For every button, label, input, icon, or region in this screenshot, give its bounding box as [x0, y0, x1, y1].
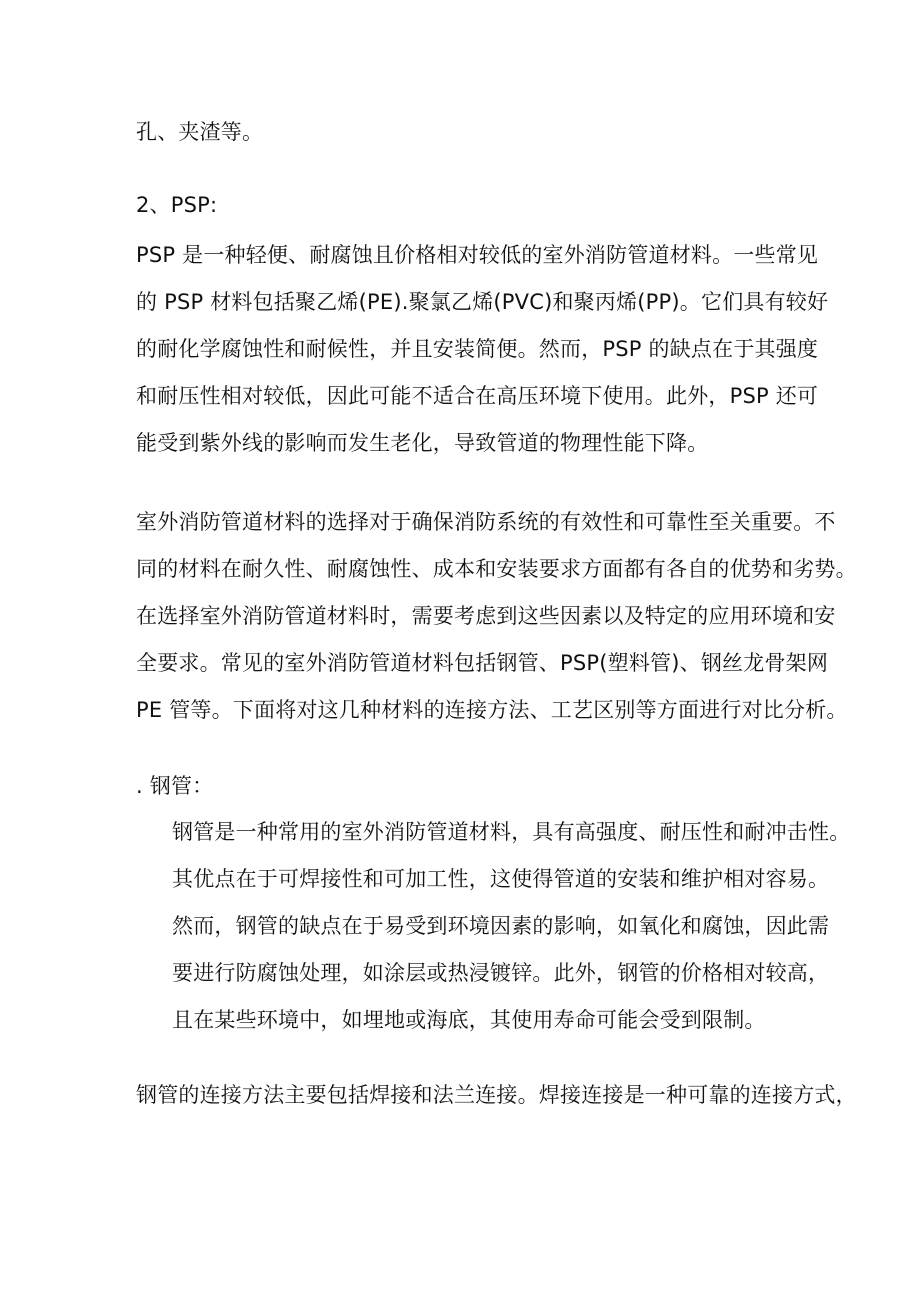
- steel-paragraph-line: 然而，钢管的缺点在于易受到环境因素的影响，如氧化和腐蚀，因此需: [172, 914, 830, 938]
- steel-heading: . 钢管：: [136, 774, 214, 798]
- connection-method-line: 钢管的连接方法主要包括焊接和法兰连接。焊接连接是一种可靠的连接方式，: [136, 1083, 857, 1107]
- intro-paragraph-line: 在选择室外消防管道材料时，需要考虑到这些因素以及特定的应用环境和安: [136, 604, 836, 628]
- steel-paragraph-line: 钢管是一种常用的室外消防管道材料，具有高强度、耐压性和耐冲击性。: [172, 820, 851, 844]
- intro-paragraph-line: 同的材料在耐久性、耐腐蚀性、成本和安装要求方面都有各自的优势和劣势。: [136, 557, 857, 581]
- psp-paragraph-line: PSP 是一种轻便、耐腐蚀且价格相对较低的室外消防管道材料。一些常见: [136, 243, 819, 267]
- intro-paragraph-line: PE 管等。下面将对这几种材料的连接方法、工艺区别等方面进行对比分析。: [136, 698, 848, 722]
- psp-paragraph-line: 的耐化学腐蚀性和耐候性，并且安装简便。然而，PSP 的缺点在于其强度: [136, 337, 819, 361]
- steel-paragraph-line: 要进行防腐蚀处理，如涂层或热浸镀锌。此外，钢管的价格相对较高，: [172, 961, 830, 985]
- steel-paragraph-line: 其优点在于可焊接性和可加工性，这使得管道的安装和维护相对容易。: [172, 867, 830, 891]
- intro-paragraph-line: 室外消防管道材料的选择对于确保消防系统的有效性和可靠性至关重要。不: [136, 510, 836, 534]
- psp-paragraph-line: 和耐压性相对较低，因此可能不适合在高压环境下使用。此外，PSP 还可: [136, 384, 819, 408]
- steel-paragraph-line: 且在某些环境中，如埋地或海底，其使用寿命可能会受到限制。: [172, 1008, 766, 1032]
- top-fragment: 孔、夹渣等。: [136, 120, 264, 144]
- intro-paragraph-line: 全要求。常见的室外消防管道材料包括钢管、PSP(塑料管)、钢丝龙骨架网: [136, 651, 829, 675]
- section-heading-psp: 2、PSP:: [136, 193, 218, 217]
- psp-paragraph-line: 的 PSP 材料包括聚乙烯(PE).聚氯乙烯(PVC)和聚丙烯(PP)。它们具有较好: [136, 290, 829, 314]
- psp-paragraph-line: 能受到紫外线的影响而发生老化，导致管道的物理性能下降。: [136, 431, 709, 455]
